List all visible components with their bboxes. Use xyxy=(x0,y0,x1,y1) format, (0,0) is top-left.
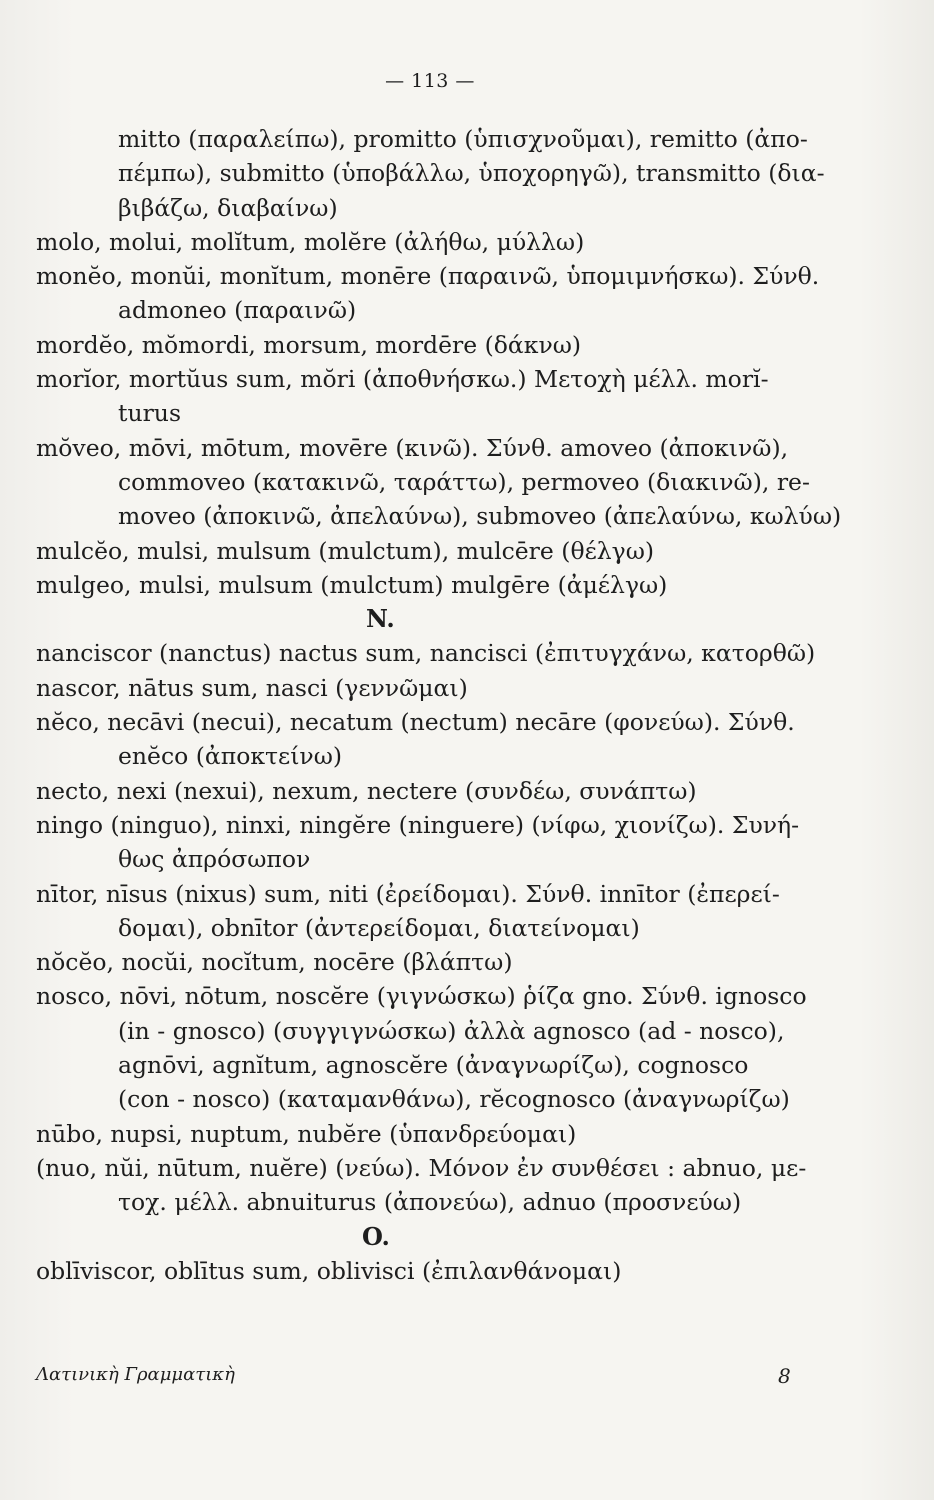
entry-line: nŏcĕo, nocŭi, nocĭtum, nocēre (βλάπτω) xyxy=(36,948,513,977)
entry-line: oblīviscor, oblītus sum, oblivisci (ἐπιλανθάνομαι) xyxy=(36,1256,622,1285)
entry-continuation-line: θως ἀπρόσωπον xyxy=(118,845,311,874)
printer-signature-mark: 8 xyxy=(778,1364,791,1388)
section-letter-n: N. xyxy=(366,604,395,634)
entry-line: mordĕo, mŏmordi, morsum, mordēre (δάκνω) xyxy=(36,330,582,359)
running-footer-title: Λατινικὴ Γραμματικὴ xyxy=(36,1364,235,1385)
entry-line: nosco, nōvi, nōtum, noscĕre (γιγνώσκω) ῥίζα gno. Σύνθ. ignosco xyxy=(36,982,807,1011)
entry-continuation-line: πέμπω), submitto (ὑποβάλλω, ὑποχορηγῶ), transmitto (δια- xyxy=(118,159,825,188)
entry-continuation-line: agnōvi, agnĭtum, agnoscĕre (ἀναγνωρίζω), cognosco xyxy=(118,1051,749,1080)
entry-continuation-line: (con - nosco) (καταμανθάνω), rĕcognosco (ἀναγνωρίζω) xyxy=(118,1085,790,1114)
entry-line: morĭor, mortŭus sum, mŏri (ἀποθνήσκω.) Μετοχὴ μέλλ. morĭ- xyxy=(36,365,769,394)
entry-line: nascor, nātus sum, nasci (γεννῶμαι) xyxy=(36,673,468,702)
entry-line: nītor, nīsus (nixus) sum, niti (ἐρείδομαι). Σύνθ. innītor (ἐπερεί- xyxy=(36,879,780,908)
entry-continuation-line: enĕco (ἀποκτείνω) xyxy=(118,742,343,771)
entry-line: nūbo, nupsi, nuptum, nubĕre (ὑπανδρεύομαι) xyxy=(36,1119,577,1148)
entry-continuation-line: δομαι), obnītor (ἀντερείδομαι, διατείνομαι) xyxy=(118,913,640,942)
section-letter-o: O. xyxy=(362,1221,390,1251)
entry-line: (nuo, nŭi, nūtum, nuĕre) (νεύω). Μόνον ἐν συνθέσει : abnuo, με- xyxy=(36,1153,807,1182)
entry-continuation-line: mitto (παραλείπω), promitto (ὑπισχνοῦμαι), remitto (ἀπο- xyxy=(118,125,808,153)
entry-continuation-line: commoveo (κατακινῶ, ταράττω), permoveo (διακινῶ), re- xyxy=(118,467,810,496)
entry-continuation-line: admoneo (παραινῶ) xyxy=(118,296,357,325)
entry-line: mŏveo, mōvi, mōtum, movēre (κινῶ). Σύνθ. amoveo (ἀποκινῶ), xyxy=(36,433,789,462)
entry-line: mulcĕo, mulsi, mulsum (mulctum), mulcēre (θέλγω) xyxy=(36,536,655,565)
entry-line: ningo (ninguo), ninxi, ningĕre (ninguere) (νίφω, χιονίζω). Συνή- xyxy=(36,810,800,839)
entry-line: monĕo, monŭi, monĭtum, monēre (παραινῶ, ὑπομιμνήσκω). Σύνθ. xyxy=(36,262,820,291)
entry-continuation-line: moveo (ἀποκινῶ, ἀπελαύνω), submoveo (ἀπελαύνω, κωλύω) xyxy=(118,502,842,531)
entry-line: molo, molui, molĭtum, molĕre (ἀλήθω, μύλλω) xyxy=(36,227,585,256)
entry-continuation-line: βιβάζω, διαβαίνω) xyxy=(118,193,338,222)
page-number: — 113 — xyxy=(385,70,475,92)
dictionary-entries xyxy=(36,122,842,1288)
entry-continuation-line: τοχ. μέλλ. abnuiturus (ἀπονεύω), adnuo (προσνεύω) xyxy=(118,1188,742,1217)
entry-line: necto, nexi (nexui), nexum, nectere (συνδέω, συνάπτω) xyxy=(36,776,697,805)
entry-line: mulgeo, mulsi, mulsum (mulctum) mulgēre (ἀμέλγω) xyxy=(36,570,668,599)
entry-continuation-line: (in - gnosco) (συγγιγνώσκω) ἀλλὰ agnosco (ad - nosco), xyxy=(118,1016,785,1045)
entry-line: nĕco, necāvi (necui), necatum (nectum) necāre (φονεύω). Σύνθ. xyxy=(36,708,795,737)
entry-continuation-line: turus xyxy=(118,399,182,428)
entry-line: nanciscor (nanctus) nactus sum, nancisci (ἐπιτυγχάνω, κατορθῶ) xyxy=(36,639,816,668)
